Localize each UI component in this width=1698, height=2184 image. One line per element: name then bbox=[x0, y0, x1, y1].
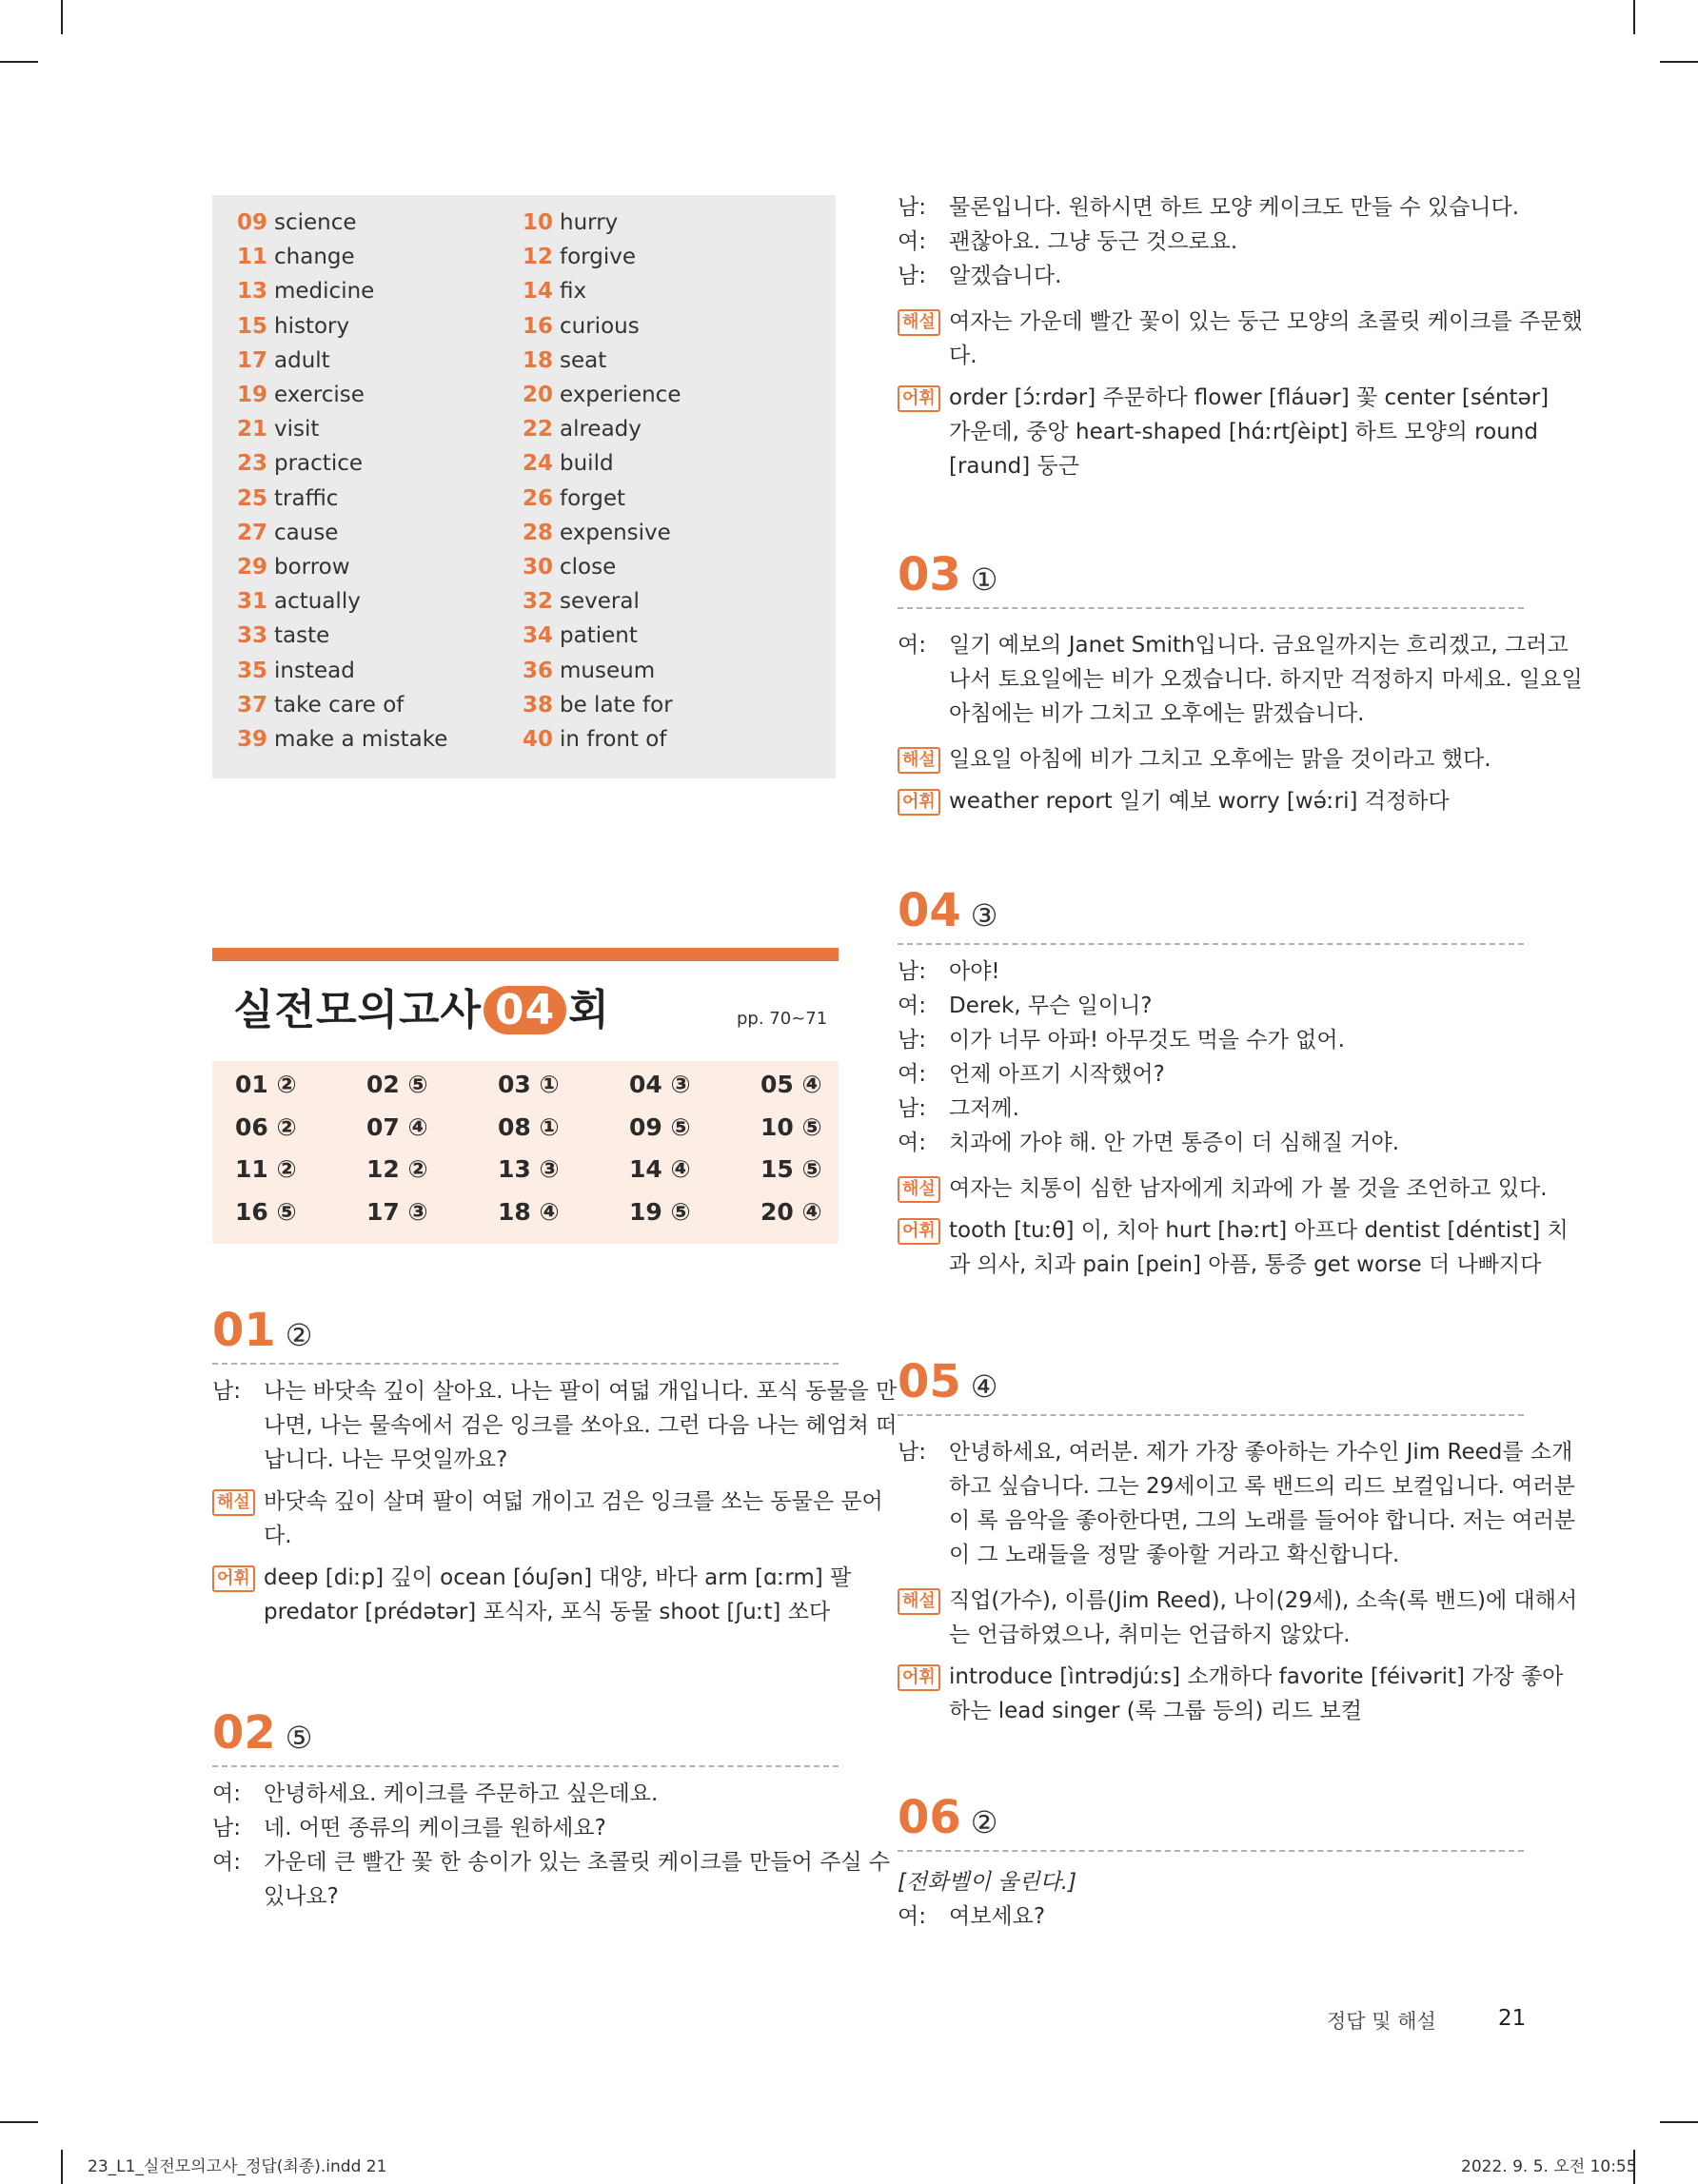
test-number-badge: 04 bbox=[484, 986, 566, 1034]
vocab-item-number: 40 bbox=[523, 727, 554, 752]
vocab-item bbox=[523, 691, 673, 719]
question-number: 06 bbox=[898, 1791, 961, 1844]
vocab-item bbox=[523, 725, 666, 754]
explanation-badge: 해설 bbox=[898, 1176, 940, 1203]
vocab-item-number: 31 bbox=[237, 589, 268, 615]
test-header-bar bbox=[212, 948, 839, 961]
answer-key-item: 13 ③ bbox=[498, 1155, 560, 1183]
vocabulary-text: 과 의사, 치과 pain [pein] 아픔, 통증 get worse 더 나빠지다 bbox=[949, 1252, 1542, 1277]
vocab-item bbox=[237, 415, 319, 443]
vocab-item-word: several bbox=[560, 589, 640, 615]
vocabulary-text: [raund] 둥근 bbox=[949, 454, 1079, 479]
speaker-label: 남: bbox=[212, 1816, 241, 1840]
vocab-item-number: 09 bbox=[237, 210, 268, 235]
vocab-item bbox=[237, 519, 338, 547]
question-03-heading bbox=[898, 548, 997, 601]
dialog-line: 이 그 노래들을 정말 좋아할 거라고 확신합니다. bbox=[949, 1543, 1400, 1567]
vocab-item-number: 14 bbox=[523, 279, 554, 305]
answer-key-item: 19 ⑤ bbox=[629, 1197, 691, 1226]
speaker-label: 여: bbox=[898, 994, 926, 1018]
page-number: 21 bbox=[1498, 2006, 1527, 2031]
vocab-item-word: be late for bbox=[560, 692, 673, 718]
dialog-line: 납니다. 나는 무엇일까요? bbox=[264, 1447, 508, 1472]
crop-mark bbox=[61, 0, 63, 34]
speaker-label: 남: bbox=[898, 264, 926, 288]
vocab-item-number: 13 bbox=[237, 279, 268, 305]
question-answer-mark: ② bbox=[285, 1317, 313, 1353]
vocab-item-number: 20 bbox=[523, 383, 554, 407]
vocab-item-word: patient bbox=[560, 623, 638, 649]
speaker-label: 여: bbox=[898, 229, 926, 254]
answer-key-item: 02 ⑤ bbox=[366, 1071, 428, 1098]
speaker-label: 여: bbox=[212, 1781, 241, 1806]
explanation-badge: 해설 bbox=[898, 309, 940, 336]
vocabulary-answer-box bbox=[212, 195, 836, 778]
section-divider bbox=[898, 943, 1524, 945]
vocabulary-text: deep [diːp] 깊이 ocean [óuʃən] 대양, 바다 arm [ɑːrm] 팔 bbox=[264, 1565, 852, 1590]
vocabulary-text: tooth [tuːθ] 이, 치아 hurt [həːrt] 아프다 dentist [déntist] 치 bbox=[949, 1218, 1569, 1243]
speaker-label: 여: bbox=[898, 1131, 926, 1155]
vocab-item bbox=[523, 553, 616, 581]
vocab-item-number: 24 bbox=[523, 451, 554, 477]
vocabulary-text: introduce [ìntrədjúːs] 소개하다 favorite [féivərit] 가장 좋아 bbox=[949, 1664, 1564, 1689]
explanation-text: 직업(가수), 이름(Jim Reed), 나이(29세), 소속(록 밴드)에 대해서 bbox=[949, 1588, 1578, 1613]
vocab-item bbox=[237, 691, 404, 719]
vocab-item-number: 18 bbox=[523, 347, 554, 373]
answer-key-item: 20 ④ bbox=[760, 1197, 822, 1226]
answer-key-item: 12 ② bbox=[366, 1155, 428, 1183]
vocab-item-number: 39 bbox=[237, 727, 268, 752]
question-number: 02 bbox=[212, 1706, 276, 1760]
section-divider bbox=[212, 1765, 839, 1767]
vocab-item-word: actually bbox=[274, 589, 361, 615]
crop-mark bbox=[0, 61, 38, 63]
vocab-item-number: 25 bbox=[237, 485, 268, 511]
question-answer-mark: ④ bbox=[970, 1368, 998, 1405]
vocab-item-word: science bbox=[274, 210, 357, 235]
explanation-text: 바닷속 깊이 살며 팔이 여덟 개이고 검은 잉크를 쏘는 동물은 문어 bbox=[264, 1489, 883, 1514]
vocabulary-text: 하는 lead singer (록 그룹 등의) 리드 보컬 bbox=[949, 1699, 1362, 1723]
question-number: 05 bbox=[898, 1355, 961, 1408]
vocab-item bbox=[237, 312, 349, 341]
dialog-line: 괜찮아요. 그냥 둥근 것으로요. bbox=[949, 229, 1238, 254]
explanation-badge: 해설 bbox=[898, 747, 940, 774]
stage-direction: [전화벨이 울린다.] bbox=[898, 1870, 1077, 1895]
vocab-item-number: 36 bbox=[523, 658, 554, 683]
dialog-line: Derek, 무슨 일이니? bbox=[949, 994, 1153, 1018]
vocab-item bbox=[237, 381, 365, 409]
vocab-item-word: already bbox=[560, 417, 642, 443]
vocab-item-word: museum bbox=[560, 658, 656, 683]
vocab-item bbox=[523, 277, 586, 305]
vocab-item-word: fix bbox=[560, 279, 587, 305]
answer-key-item: 01 ② bbox=[235, 1071, 297, 1098]
explanation-text: 일요일 아침에 비가 그치고 오후에는 맑을 것이라고 했다. bbox=[949, 747, 1491, 772]
vocab-item bbox=[523, 243, 636, 271]
vocab-item bbox=[523, 449, 614, 478]
vocab-item-number: 19 bbox=[237, 383, 268, 407]
answer-key-item: 15 ⑤ bbox=[760, 1155, 822, 1183]
vocab-item bbox=[237, 621, 329, 650]
question-number: 01 bbox=[212, 1304, 276, 1357]
dialog-line: 이 록 음악을 좋아한다면, 그의 노래를 들어야 합니다. 저는 여러분 bbox=[949, 1508, 1576, 1533]
dialog-line: 치과에 가야 해. 안 가면 통증이 더 심해질 거야. bbox=[949, 1131, 1400, 1155]
section-divider bbox=[212, 1363, 839, 1365]
vocab-item-number: 22 bbox=[523, 417, 554, 443]
vocab-item-number: 29 bbox=[237, 555, 268, 580]
answer-key-item: 11 ② bbox=[235, 1155, 297, 1183]
vocab-item bbox=[523, 484, 625, 513]
explanation-text: 여자는 치통이 심한 남자에게 치과에 가 볼 것을 조언하고 있다. bbox=[949, 1176, 1548, 1201]
answer-key-item: 14 ④ bbox=[629, 1155, 691, 1183]
vocabulary-text: order [ɔ́ːrdər] 주문하다 flower [fláuər] 꽃 center [séntər] bbox=[949, 385, 1550, 410]
dialog-line: 물론입니다. 원하시면 하트 모양 케이크도 만들 수 있습니다. bbox=[949, 195, 1520, 220]
section-divider bbox=[898, 1414, 1524, 1416]
vocab-item-number: 17 bbox=[237, 347, 268, 373]
speaker-label: 남: bbox=[898, 1440, 926, 1465]
vocab-item bbox=[237, 277, 374, 305]
vocab-item-word: exercise bbox=[274, 383, 365, 407]
dialog-line: 안녕하세요. 케이크를 주문하고 싶은데요. bbox=[264, 1781, 659, 1806]
vocab-item-word: curious bbox=[560, 313, 640, 339]
vocab-item bbox=[237, 346, 330, 375]
speaker-label: 남: bbox=[898, 1096, 926, 1121]
dialog-line: 나서 토요일에는 비가 오겠습니다. 하지만 걱정하지 마세요. 일요일 bbox=[949, 667, 1583, 692]
crop-mark bbox=[1660, 2121, 1698, 2123]
question-number: 03 bbox=[898, 548, 961, 601]
vocab-item-word: cause bbox=[274, 520, 339, 545]
dialog-line: 여보세요? bbox=[949, 1904, 1046, 1929]
explanation-text: 다. bbox=[264, 1524, 292, 1548]
answer-key-item: 07 ④ bbox=[366, 1112, 428, 1141]
vocab-item-word: experience bbox=[560, 383, 681, 407]
answer-key-item: 03 ① bbox=[498, 1071, 560, 1098]
vocab-item-word: visit bbox=[274, 417, 320, 443]
vocab-item-number: 28 bbox=[523, 520, 554, 545]
vocab-item-number: 16 bbox=[523, 313, 554, 339]
answer-key-item: 05 ④ bbox=[760, 1071, 822, 1098]
vocab-item-word: medicine bbox=[274, 279, 375, 305]
vocab-item-number: 37 bbox=[237, 692, 268, 718]
print-slug-date: 2022. 9. 5. 오전 10:55 bbox=[1461, 2157, 1637, 2176]
speaker-label: 여: bbox=[212, 1850, 241, 1875]
vocab-item-number: 30 bbox=[523, 555, 554, 580]
explanation-text: 여자는 가운데 빨간 꽃이 있는 둥근 모양의 초콜릿 케이크를 주문했 bbox=[949, 309, 1583, 334]
vocab-item-word: change bbox=[274, 245, 355, 270]
vocab-item bbox=[237, 484, 338, 513]
question-answer-mark: ① bbox=[970, 561, 998, 598]
vocabulary-badge: 어휘 bbox=[898, 1664, 940, 1691]
vocab-item bbox=[523, 519, 671, 547]
vocab-item bbox=[523, 415, 642, 443]
dialog-line: 그저께. bbox=[949, 1096, 1019, 1121]
vocab-item-word: expensive bbox=[560, 520, 671, 545]
explanation-text: 다. bbox=[949, 344, 977, 368]
vocabulary-text: weather report 일기 예보 worry [wə́ːri] 걱정하다 bbox=[949, 789, 1450, 814]
vocab-item-number: 34 bbox=[523, 623, 554, 649]
vocab-item bbox=[523, 346, 606, 375]
crop-mark bbox=[61, 2150, 63, 2184]
explanation-badge: 해설 bbox=[898, 1588, 940, 1615]
answer-key-item: 04 ③ bbox=[629, 1071, 691, 1098]
vocab-item-word: build bbox=[560, 451, 614, 477]
vocab-item-word: close bbox=[560, 555, 617, 580]
speaker-label: 남: bbox=[898, 959, 926, 984]
explanation-badge: 해설 bbox=[212, 1489, 255, 1516]
print-slug-file: 23_L1_실전모의고사_정답(최종).indd 21 bbox=[88, 2157, 387, 2176]
vocab-item bbox=[237, 449, 363, 478]
dialog-line: 언제 아프기 시작했어? bbox=[949, 1062, 1165, 1087]
vocab-item-word: history bbox=[274, 313, 350, 339]
answer-key-item: 09 ⑤ bbox=[629, 1112, 691, 1141]
answer-key-item: 10 ⑤ bbox=[760, 1112, 822, 1141]
vocab-item bbox=[523, 381, 681, 409]
question-number: 04 bbox=[898, 884, 961, 937]
vocab-item-number: 33 bbox=[237, 623, 268, 649]
vocab-item-number: 10 bbox=[523, 210, 554, 235]
vocab-item-word: seat bbox=[560, 347, 607, 373]
vocab-item bbox=[523, 621, 638, 650]
vocab-item-number: 32 bbox=[523, 589, 554, 615]
dialog-line: 이가 너무 아파! 아무것도 먹을 수가 없어. bbox=[949, 1028, 1345, 1053]
vocab-item bbox=[237, 657, 355, 685]
dialog-line: 안녕하세요, 여러분. 제가 가장 좋아하는 가수인 Jim Reed를 소개 bbox=[949, 1440, 1573, 1465]
vocab-item-word: traffic bbox=[274, 485, 339, 511]
vocab-item-number: 12 bbox=[523, 245, 554, 270]
dialog-line: 아침에는 비가 그치고 오후에는 맑겠습니다. bbox=[949, 701, 1365, 726]
vocab-item bbox=[523, 312, 640, 341]
answer-key-item: 18 ④ bbox=[498, 1197, 560, 1226]
dialog-line: 네. 어떤 종류의 케이크를 원하세요? bbox=[264, 1816, 606, 1840]
speaker-label: 남: bbox=[212, 1379, 241, 1404]
answer-key-item: 16 ⑤ bbox=[235, 1197, 297, 1226]
speaker-label: 여: bbox=[898, 633, 926, 658]
crop-mark bbox=[1660, 61, 1698, 63]
section-divider bbox=[898, 607, 1524, 609]
vocab-item bbox=[237, 725, 447, 754]
question-answer-mark: ② bbox=[970, 1804, 998, 1840]
dialog-line: 알겠습니다. bbox=[949, 264, 1062, 288]
vocab-item bbox=[237, 553, 350, 581]
vocabulary-badge: 어휘 bbox=[898, 385, 940, 412]
vocab-item-word: take care of bbox=[274, 692, 405, 718]
test-title-suffix: 회 bbox=[568, 986, 610, 1034]
crop-mark bbox=[0, 2121, 38, 2123]
dialog-line: 아야! bbox=[949, 959, 1000, 984]
dialog-line: 일기 예보의 Janet Smith입니다. 금요일까지는 흐리겠고, 그러고 bbox=[949, 633, 1569, 658]
vocab-item-number: 11 bbox=[237, 245, 268, 270]
footer-section-title: 정답 및 해설 bbox=[1327, 2010, 1436, 2033]
question-02-heading bbox=[212, 1706, 312, 1760]
dialog-line: 하고 싶습니다. 그는 29세이고 록 밴드의 리드 보컬입니다. 여러분 bbox=[949, 1474, 1575, 1499]
question-04-heading bbox=[898, 884, 997, 937]
vocab-item-word: in front of bbox=[560, 727, 667, 752]
vocab-item bbox=[237, 587, 361, 616]
vocabulary-badge: 어휘 bbox=[212, 1565, 255, 1592]
vocabulary-badge: 어휘 bbox=[898, 789, 940, 816]
dialog-line: 나면, 나는 물속에서 검은 잉크를 쏘아요. 그런 다음 나는 헤엄쳐 떠 bbox=[264, 1413, 898, 1438]
dialog-line: 나는 바닷속 깊이 살아요. 나는 팔이 여덟 개입니다. 포식 동물을 만 bbox=[264, 1379, 898, 1404]
test-title-prefix: 실전모의고사 bbox=[233, 986, 483, 1034]
vocab-item-word: borrow bbox=[274, 555, 350, 580]
vocab-item-word: practice bbox=[274, 451, 363, 477]
answer-key-item: 08 ① bbox=[498, 1112, 560, 1141]
vocab-item-word: taste bbox=[274, 623, 330, 649]
vocab-item-word: forgive bbox=[560, 245, 636, 270]
test-title bbox=[233, 975, 610, 1036]
vocab-item-word: hurry bbox=[560, 210, 619, 235]
explanation-text: 는 언급하였으나, 취미는 언급하지 않았다. bbox=[949, 1623, 1351, 1647]
vocab-item bbox=[523, 208, 618, 237]
speaker-label: 여: bbox=[898, 1062, 926, 1087]
test-page-range: pp. 70~71 bbox=[737, 1009, 828, 1029]
section-divider bbox=[898, 1850, 1524, 1852]
vocab-item-word: forget bbox=[560, 485, 625, 511]
question-answer-mark: ③ bbox=[970, 897, 998, 934]
vocab-item bbox=[523, 657, 655, 685]
speaker-label: 남: bbox=[898, 195, 926, 220]
vocabulary-badge: 어휘 bbox=[898, 1218, 940, 1245]
speaker-label: 남: bbox=[898, 1028, 926, 1053]
vocab-item-number: 27 bbox=[237, 520, 268, 545]
vocab-item bbox=[237, 243, 355, 271]
answer-key-item: 17 ③ bbox=[366, 1197, 428, 1226]
dialog-line: 있나요? bbox=[264, 1884, 339, 1909]
dialog-line: 가운데 큰 빨간 꽃 한 송이가 있는 초콜릿 케이크를 만들어 주실 수 bbox=[264, 1850, 891, 1875]
answer-key-item: 06 ② bbox=[235, 1112, 297, 1141]
vocab-item-number: 23 bbox=[237, 451, 268, 477]
vocab-item-word: instead bbox=[274, 658, 355, 683]
vocab-item-number: 38 bbox=[523, 692, 554, 718]
question-01-heading bbox=[212, 1304, 312, 1357]
vocab-item-number: 21 bbox=[237, 417, 268, 443]
vocab-item-word: make a mistake bbox=[274, 727, 448, 752]
vocab-item-number: 26 bbox=[523, 485, 554, 511]
vocab-item bbox=[523, 587, 640, 616]
vocabulary-text: predator [prédətər] 포식자, 포식 동물 shoot [ʃuːt] 쏘다 bbox=[264, 1600, 831, 1624]
question-05-heading bbox=[898, 1355, 997, 1408]
vocab-item-number: 35 bbox=[237, 658, 268, 683]
vocab-item bbox=[237, 208, 357, 237]
crop-mark bbox=[1633, 0, 1635, 34]
question-answer-mark: ⑤ bbox=[285, 1720, 313, 1756]
speaker-label: 여: bbox=[898, 1904, 926, 1929]
vocabulary-text: 가운데, 중앙 heart-shaped [hɑ́ːrtʃèipt] 하트 모양의 round bbox=[949, 420, 1538, 444]
answer-key-grid bbox=[212, 1061, 839, 1244]
vocab-item-number: 15 bbox=[237, 313, 268, 339]
vocab-item-word: adult bbox=[274, 347, 330, 373]
question-06-heading bbox=[898, 1791, 997, 1844]
